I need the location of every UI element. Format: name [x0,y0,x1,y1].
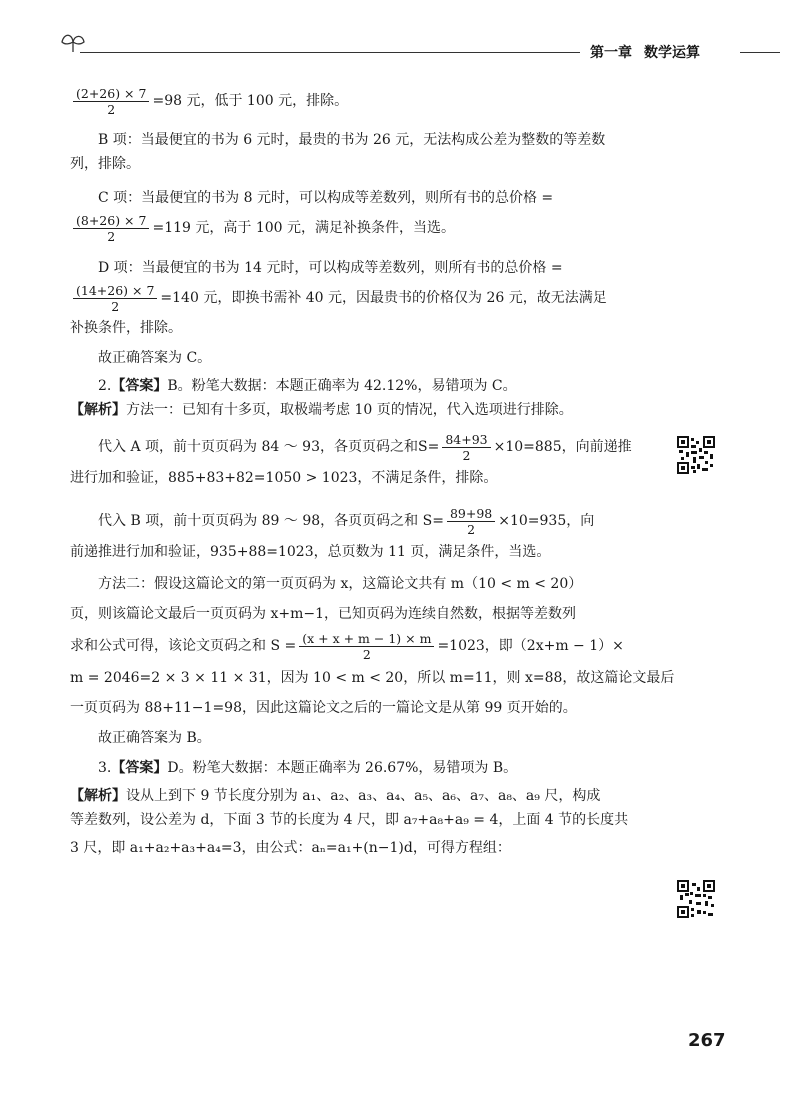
substitution-b: 前递推进行加和验证，935+88=1023，总页数为 11 页，满足条件，当选。 [70,544,551,560]
substitution-a: 进行加和验证，885+83+82=1050 > 1023，不满足条件，排除。 [70,470,498,486]
qr-code-icon [677,436,715,474]
header-rule-right [740,52,780,53]
option-d-line: $\frac{(14+26) \times 7}{2}$ =140 元，即换书需补 40 元，因最贵书的价格仅为 26 元，故无法满足 [70,280,650,316]
page-body [70,84,675,860]
question-3-analysis: 3 尺，即 a₁+a₂+a₃+a₄=3，由公式：aₙ=a₁+(n−1)d，可得方程组： [70,840,511,856]
fraction: $\frac{(8+26) \times 7}{2}$ [73,213,149,244]
answer-line: 故正确答案为 C。 [98,350,212,366]
method-2-line: m = 2046=2 × 3 × 11 × 31，因为 10 < m < 20，所以 m=11，则 x=88，故这篇论文最后 [70,670,675,686]
qr-code-icon[interactable] [677,880,715,918]
chapter-number: 第一章 [590,45,632,61]
option-d-line: D 项：当最便宜的书为 14 元时，可以构成等差数列，则所有书的总价格 = [98,260,563,276]
chapter-heading [590,42,712,62]
qr-code-icon[interactable] [677,436,715,474]
answer-line: 故正确答案为 B。 [98,730,211,746]
header-rule-left [80,52,580,53]
option-b-line: 列，排除。 [70,156,140,172]
page-number: 267 [688,1030,726,1051]
method-2-line: 页，则该篇论文最后一页页码为 x+m−1，已知页码为连续自然数，根据等差数列 [70,606,576,622]
method-2-line: 一页页码为 88+11−1=98，因此这篇论文之后的一篇论文是从第 99 页开始的。 [70,700,577,716]
fraction: $\frac{(14+26) \times 7}{2}$ [73,283,157,314]
fraction: $\frac{84+93}{2}$ [442,432,490,463]
method-2-line: 求和公式可得，该论文页码之和 S = $\frac{(x + x + m - 1) \times m}{2}$ =1023，即（2x+m − 1）× [70,630,624,662]
text-line: $\frac{(2+26) \times 7}{2}$ =98 元，低于 100 元，排除。 [70,84,650,118]
question-3-analysis: 【解析】设从上到下 9 节长度分别为 a₁、a₂、a₃、a₄、a₅、a₆、a₇、a₈、a₉ 尺，构成 [70,788,601,804]
question-2-answer: 2.【答案】B。粉笔大数据：本题正确率为 42.12%，易错项为 C。 [98,378,517,394]
leaf-icon [58,30,88,54]
qr-code-icon [677,880,715,918]
option-c-line: $\frac{(8+26) \times 7}{2}$ =119 元，高于 100 元，满足补换条件，当选。 [70,210,650,246]
option-d-line: 补换条件，排除。 [70,320,182,336]
fraction: $\frac{89+98}{2}$ [447,506,495,537]
option-b-line: B 项：当最便宜的书为 6 元时，最贵的书为 26 元，无法构成公差为整数的等差数 [98,132,606,148]
substitution-a: 代入 A 项，前十页页码为 84 ～ 93，各页页码之和S= $\frac{84+93}{2}$ ×10=885，向前递推 [98,431,632,463]
option-c-line: C 项：当最便宜的书为 8 元时，可以构成等差数列，则所有书的总价格 = [98,190,554,206]
chapter-title: 数学运算 [644,45,700,61]
question-3-analysis: 等差数列，设公差为 d，下面 3 节的长度为 4 尺，即 a₇+a₈+a₉ = 4，上面 4 节的长度共 [70,812,629,828]
question-3-answer: 3.【答案】D。粉笔大数据：本题正确率为 26.67%，易错项为 B。 [98,760,518,776]
question-2-analysis: 【解析】方法一：已知有十多页，取极端考虑 10 页的情况，代入选项进行排除。 [70,402,573,418]
fraction: $\frac{(2+26) \times 7}{2}$ [73,86,149,117]
method-2-line: 方法二：假设这篇论文的第一页页码为 x，这篇论文共有 m（10 < m < 20） [98,576,583,592]
substitution-b: 代入 B 项，前十页页码为 89 ～ 98，各页页码之和 S= $\frac{89+98}{2}$ ×10=935，向 [98,505,595,537]
page-header [0,0,800,80]
fraction: $\frac{(x + x + m - 1) \times m}{2}$ [299,631,434,662]
